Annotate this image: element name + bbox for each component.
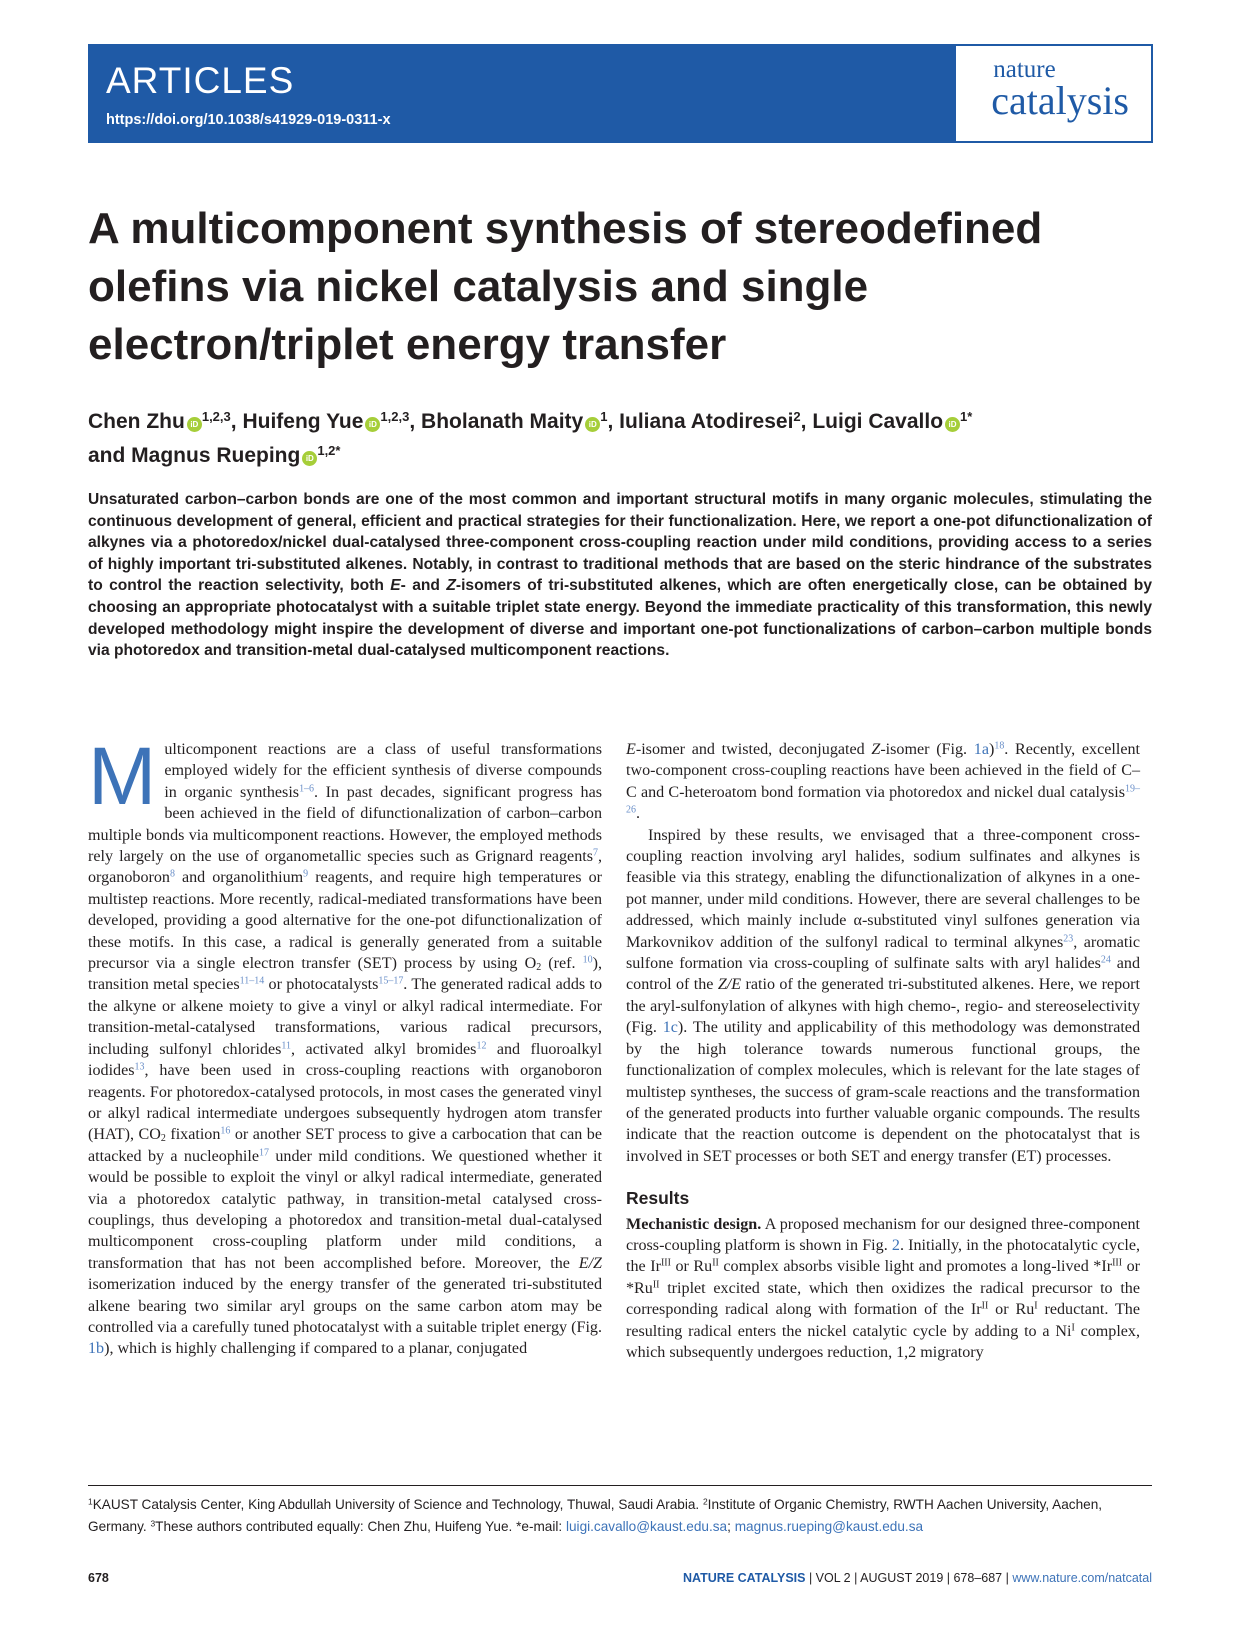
abstract-text: Unsaturated carbon–carbon bonds are one of the most common and important structural motifs in many organic molecules, stimulating the continuous development of general, efficient and practical strategies for their functionalization. Here, we report a one-pot difunctionalization of alkynes via a photoredox/nickel dual-catalysed three-component cross-coupling reaction under mild conditions, providing access to a series of highly important tri-substituted alkenes. Notably, in contrast to traditional methods that are based on the steric hindrance of the substrates to control the reaction selectivity, both (88, 491, 1152, 595)
email-link[interactable]: luigi.cavallo@kaust.edu.sa (565, 1519, 728, 1534)
page-number: 678 (88, 1571, 109, 1585)
abstract-italic: E (390, 577, 401, 595)
article-title: A multicomponent synthesis of stereodefined olefins via nickel catalysis and single electron/triplet energy transfer (88, 204, 1043, 369)
author-separator: , (607, 410, 620, 433)
citation-link[interactable]: 13 (134, 1061, 145, 1073)
section-heading-results: Results (626, 1188, 690, 1209)
author[interactable] (421, 410, 607, 433)
figure-link[interactable]: 1a (973, 741, 989, 758)
citation-link[interactable]: 10 (582, 954, 593, 966)
figure-link[interactable]: 1b (88, 1340, 105, 1358)
journal-url-link[interactable]: www.nature.com/natcatal (1012, 1571, 1152, 1585)
author-name: Chen Zhu (88, 410, 185, 433)
abstract-text: -isomers of tri-substituted alkenes, which are often energetically close, can be obtained by choosing an appropriate photocatalyst with a suitable triplet state energy. Beyond the immediate practicality of this transformation, this newly developed methodology might inspire the development of diverse and important one-pot functionalizations of carbon–carbon multiple bonds via photoredox and transition-metal dual-catalysed multicomponent reactions. (88, 577, 1153, 660)
author[interactable] (619, 410, 801, 433)
section-label: ARTICLES (106, 60, 295, 101)
citation-link[interactable]: 8 (169, 868, 175, 880)
orcid-icon[interactable]: iD (585, 417, 600, 432)
author-affiliation-sup: 1 (600, 408, 608, 424)
logo-catalysis-text: catalysis (991, 78, 1129, 123)
citation-link[interactable]: 18 (994, 740, 1005, 752)
citation-link[interactable]: 24 (1100, 954, 1111, 966)
citation-link[interactable]: 12 (476, 1040, 487, 1052)
citation-link[interactable]: 16 (220, 1125, 231, 1137)
header-blue-panel (90, 46, 956, 141)
author-separator: , (409, 410, 422, 433)
figure-link[interactable]: 2 (891, 1236, 900, 1254)
abstract (88, 489, 1152, 662)
author-list (88, 405, 1148, 473)
body-column-left (88, 731, 603, 1360)
author-separator: , (230, 410, 243, 433)
affiliations: $^1$KAUST Catalysis Center, King Abdullah University of Science and Technology, Thuwal, Saudi Arabia. $^2$Institute of Organic Chemistry, RWTH Aachen University, Aachen, Germany. $^3$These authors contributed equally: Chen Zhu, Huifeng Yue. *e-mail: luigi.cavallo@kaust.edu.sa; magnus.rueping@kaust.edu.sa (88, 1496, 1103, 1534)
author[interactable] (88, 410, 231, 433)
orcid-icon[interactable]: iD (945, 417, 960, 432)
footnote-divider (88, 1485, 1152, 1486)
orcid-icon[interactable]: iD (187, 417, 202, 432)
orcid-icon[interactable]: iD (365, 417, 380, 432)
author-name: Luigi Cavallo (812, 410, 944, 433)
author-affiliation-sup: 1,2* (317, 442, 341, 458)
citation-link[interactable]: 1–6 (299, 783, 315, 795)
issue-info: | VOL 2 | AUGUST 2019 | 678–687 | (805, 1571, 1013, 1585)
journal-logo[interactable] (991, 56, 1129, 123)
citation-link[interactable]: 15–17 (378, 975, 404, 987)
orcid-icon[interactable]: iD (302, 451, 317, 466)
header-banner (88, 44, 1153, 143)
drop-cap: M (88, 731, 157, 822)
citation-link[interactable]: 9 (303, 868, 309, 880)
body-paragraph: Multicomponent reactions are a class of useful transformations employed widely for the efficient synthesis of diverse compounds in organic synthesis$^{1-6}$. In past decades, significant progress has been achieved in the field of difunctionalization of carbon–carbon multiple bonds via multicomponent reactions. However, the employed methods rely largely on the use of organometallic species such as Grignard reagents$^7$, organoboron$^8$ and organolithium$^9$ reagents, and require high temperatures or multistep reactions. More recently, radical-mediated transformations have been developed, providing a good alternative for the one-pot difunctionalization of these motifs. In this case, a radical is generally generated from a suitable precursor via a single electron transfer (SET) process by using $O_2$ (ref. $^{10}$), transition metal species$^{11-14}$ or photocatalysts$^{15-17}$. The generated radical adds to the alkyne or alkene moiety to give a vinyl or alkyl radical intermediate. For transition-metal-catalysed transformations, various radical precursors, including sulfonyl chlorides$^{11}$, activated alkyl bromides$^{12}$ and fluoroalkyl iodides$^{13}$, have been used in cross-coupling reactions with organoboron reagents. For photoredox-catalysed protocols, in most cases the generated vinyl or alkyl radical intermediate undergoes subsequently hydrogen atom transfer (HAT), $CO_2$ fixation$^{16}$ or another SET process to give a carbocation that can be attacked by a nucleophile$^{17}$ under mild conditions. We questioned whether it would be possible to exploit the vinyl or alkyl radical intermediate, generated via a photoredox catalytic pathway, in transition-metal catalysed cross-couplings, thus developing a photoredox and transition-metal dual-catalysed multicomponent cross-coupling platform under mild conditions, a transformation that has not been accomplished before. Moreover, the E/Z isomerization induced by the energy transfer of the generated tri-substituted alkene bearing two similar aryl groups on the same carbon atom may be controlled via a carefully tuned photocatalyst with a suitable triplet energy (Fig. 1b), which is highly challenging if compared to a planar, conjugated (88, 731, 603, 1358)
body-column-right (626, 739, 1140, 1363)
author-affiliation-sup: 1,2,3 (201, 408, 231, 424)
author[interactable] (88, 444, 341, 467)
author-affiliation-sup: 1,2,3 (380, 408, 410, 424)
journal-name: NATURE CATALYSIS (683, 1571, 806, 1585)
author-separator: , (800, 410, 813, 433)
logo-nature-text: nature (993, 56, 1056, 83)
citation-link[interactable]: 17 (259, 1147, 269, 1159)
citation-link[interactable]: 11 (281, 1040, 291, 1052)
author-affiliation-sup: 2 (793, 408, 801, 424)
abstract-text: - and (400, 577, 447, 595)
citation-link[interactable]: 23 (1063, 933, 1074, 945)
citation-link[interactable]: 19–26 (626, 783, 1140, 816)
body-paragraph: Inspired by these results, we envisaged that a three-component cross-coupling reaction involving aryl halides, sodium sulfinates and alkynes is feasible via this strategy, enabling the difunctionalization of alkynes in a one-pot manner, under mild conditions. However, there are several challenges to be addressed, which mainly include α-substituted vinyl sulfones generation via Markovnikov addition of the sulfonyl radical to terminal alkynes$^{23}$, aromatic sulfone formation via cross-coupling of sulfinate salts with aryl halides$^{24}$ and control of the Z/E ratio of the generated tri-substituted alkenes. Here, we report the aryl-sulfonylation of alkynes with high chemo-, regio- and stereoselectivity (Fig. 1c). The utility and applicability of this methodology was demonstrated by the high tolerance towards numerous functional groups, the functionalization of complex molecules, which is relevant for the late stages of multistep syntheses, the success of gram-scale reactions and the transformation of the generated products into further valuable organic compounds. The results indicate that the reaction outcome is dependent on the photocatalyst that is involved in SET processes or both SET and energy transfer (ET) processes. (626, 826, 1141, 1165)
doi-link[interactable]: https://doi.org/10.1038/s41929-019-0311-x (106, 112, 391, 128)
author-name: and Magnus Rueping (88, 444, 301, 467)
author-name: Bholanath Maity (421, 410, 584, 433)
author-name: Huifeng Yue (242, 410, 364, 433)
citation-link[interactable]: 11–14 (239, 975, 265, 987)
figure-link[interactable]: 1c (662, 1019, 678, 1037)
author-affiliation-sup: 1* (960, 408, 973, 424)
subsection-heading: Mechanistic design. (626, 1215, 762, 1233)
abstract-italic: Z (446, 577, 456, 595)
author[interactable] (242, 410, 409, 433)
journal-footer (683, 1571, 1152, 1585)
author-name: Iuliana Atodiresei (619, 410, 794, 433)
body-paragraph: Mechanistic design. A proposed mechanism for our designed three-component cross-coupling platform is shown in Fig. 2. Initially, in the photocatalytic cycle, the $Ir^{III}$ or $Ru^{II}$ complex absorbs visible light and promotes a long-lived $*Ir^{III}$ or $*Ru^{II}$ triplet excited state, which then oxidizes the radical precursor to the corresponding radical along with formation of the $Ir^{II}$ or $Ru^I$ reductant. The resulting radical enters the nickel catalytic cycle by adding to a $Ni^I$ complex, which subsequently undergoes reduction, 1,2 migratory (626, 1215, 1141, 1361)
body-paragraph: E-isomer and twisted, deconjugated Z-isomer (Fig. 1a)$^{18}$. Recently, excellent two-component cross-coupling reactions have been achieved in the field of C–C and C-heteroatom bond formation via photoredox and nickel dual catalysis$^{19-26}$. (626, 740, 1140, 823)
author[interactable] (812, 410, 972, 433)
email-link[interactable]: magnus.rueping@kaust.edu.sa (734, 1519, 924, 1534)
citation-link[interactable]: 7 (592, 847, 598, 859)
